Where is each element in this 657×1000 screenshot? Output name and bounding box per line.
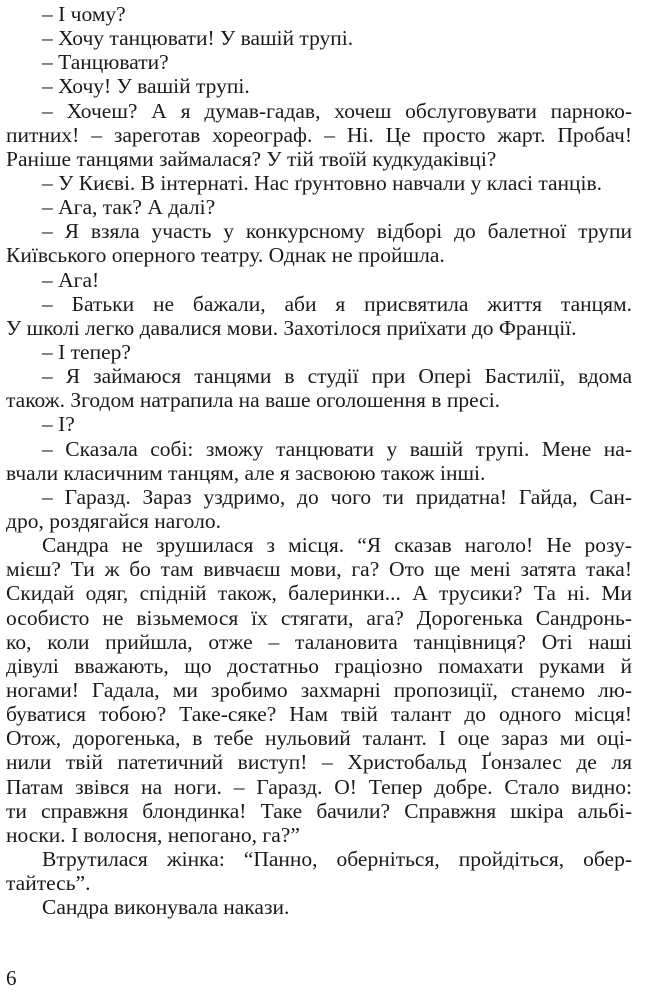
text-line: особисто не візьмемося їх стягати, ага? Дорогенька Сандронь- xyxy=(6,605,632,630)
text-line: ти справжня блондинка! Таке бачили? Справжня шкіра альбі- xyxy=(6,798,632,823)
text-line: буватися тобою? Таке-сяке? Нам твій талант до одного місця! xyxy=(6,702,632,727)
text-line: Втрутилася жінка: “Панно, оберніться, пройдіться, обер- xyxy=(42,846,632,871)
text-line: – У Києві. В інтернаті. Нас ґрунтовно навчали у класі танців. xyxy=(42,170,603,195)
body-text xyxy=(6,2,632,919)
text-line: У школі легко давалися мови. Захотілося приїхати до Франції. xyxy=(6,315,577,340)
text-line: Сандра виконувала накази. xyxy=(42,895,290,920)
text-line: Київського оперного театру. Однак не пройшла. xyxy=(6,243,445,268)
text-line: Патам звівся на ноги. – Гаразд. О! Тепер добре. Стало видно: xyxy=(6,774,632,799)
text-line: вчали класичним танцям, але я засвоюю також інші. xyxy=(6,460,486,485)
text-line: – Батьки не бажали, аби я присвятила життя танцям. xyxy=(42,291,632,316)
text-line: – Хочеш? А я думав-гадав, хочеш обслуговувати парноко- xyxy=(42,98,632,123)
text-line: – Ага, так? А далі? xyxy=(42,195,216,220)
text-line: – Я взяла участь у конкурсному відборі до балетної трупи xyxy=(42,219,632,244)
text-line: також. Згодом натрапила на ваше оголошення в пресі. xyxy=(6,388,501,413)
text-line: – І? xyxy=(42,412,75,437)
text-line: – Танцювати? xyxy=(42,50,169,75)
text-line: – Сказала собі: зможу танцювати у вашій трупі. Мене на- xyxy=(42,436,632,461)
text-line: питних! – зареготав хореограф. – Ні. Це просто жарт. Пробач! xyxy=(6,122,632,147)
text-line: – І чому? xyxy=(42,2,126,26)
text-line: тайтесь”. xyxy=(6,871,91,896)
text-line: носки. І волосня, непогано, га?” xyxy=(6,822,300,847)
text-line: нили твій патетичний виступ! – Христобальд Ґонзалес де ля xyxy=(6,750,632,775)
text-line: – Я займаюся танцями в студії при Опері Бастилії, вдома xyxy=(42,364,632,389)
text-line: Сандра не зрушилася з місця. “Я сказав наголо! Не розу- xyxy=(42,533,632,558)
text-line: – Ага! xyxy=(42,267,100,292)
page-number: 6 xyxy=(6,966,17,990)
text-line: Отож, дорогенька, в тебе нульовий талант. І оце зараз ми оці- xyxy=(6,726,632,751)
text-line: – І тепер? xyxy=(42,339,131,364)
text-line: дро, роздягайся наголо. xyxy=(6,508,221,533)
text-line: ко, коли прийшла, отже – талановита танцівниця? Оті наші xyxy=(6,629,632,654)
text-line: – Хочу! У вашій трупі. xyxy=(42,74,250,99)
text-line: – Гаразд. Зараз уздримо, до чого ти придатна! Гайда, Сан- xyxy=(42,484,632,509)
text-line: Раніше танцями займалася? У тій твоїй кудкудаківці? xyxy=(6,146,497,171)
text-line: – Хочу танцювати! У вашій трупі. xyxy=(42,26,354,51)
text-line: дівулі вважають, що достатньо граціозно помахати руками й xyxy=(6,653,632,678)
text-line: Скидай одяг, спідній також, балеринки... А трусики? Та ні. Ми xyxy=(6,581,632,606)
text-line: мієш? Ти ж бо там вивчаєш мови, га? Ото ще мені затята така! xyxy=(6,557,632,582)
text-line: ногами! Гадала, ми зробимо захмарні пропозиції, станемо лю- xyxy=(6,677,632,702)
